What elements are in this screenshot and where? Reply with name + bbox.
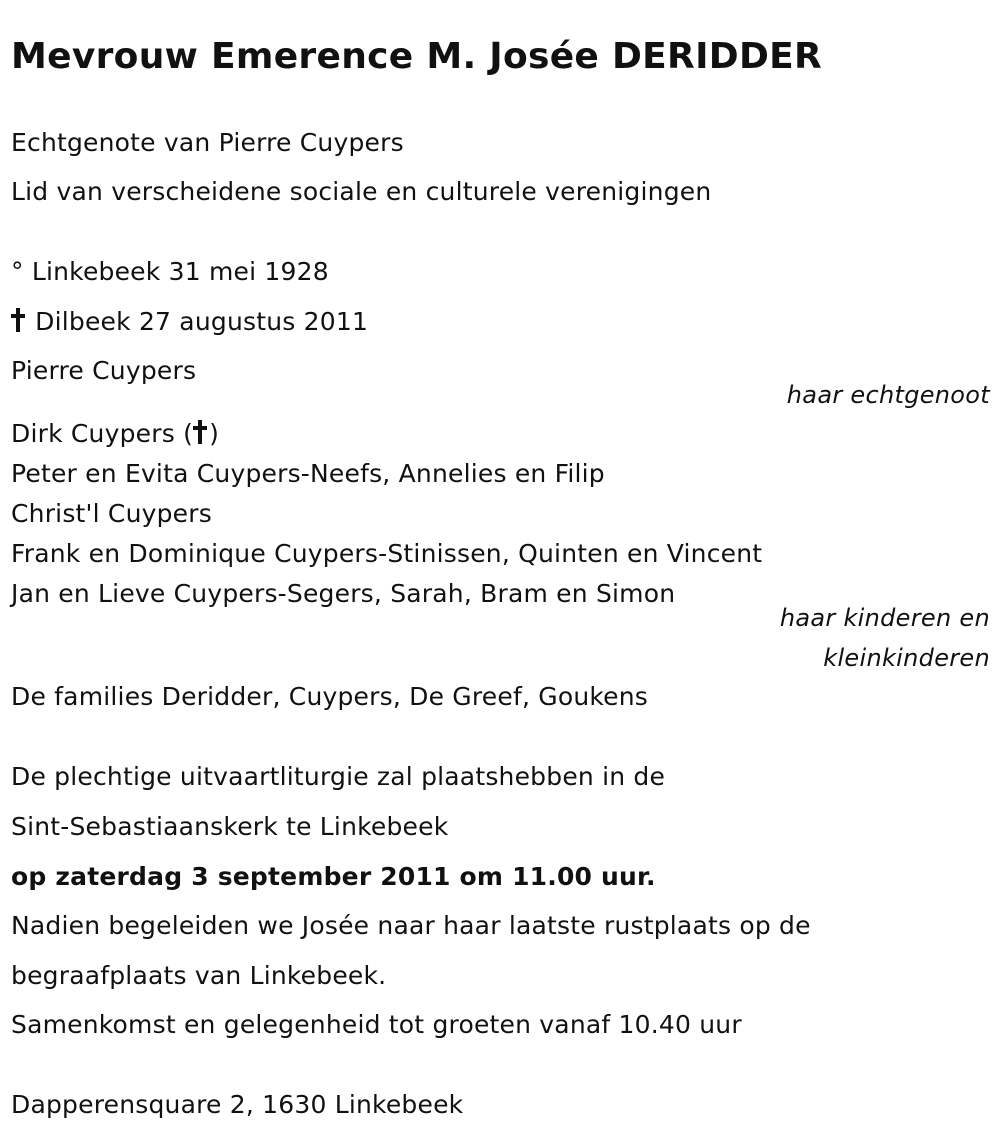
husband-role: haar echtgenoot (786, 381, 990, 409)
death-line (11, 307, 368, 337)
address-line: Dapperensquare 2, 1630 Linkebeek (11, 1090, 464, 1119)
birth-line: ° Linkebeek 31 mei 1928 (11, 257, 329, 286)
funeral-line-2: Sint-Sebastiaanskerk te Linkebeek (11, 812, 449, 841)
child-line-2: Peter en Evita Cuypers-Neefs, Annelies en Filip (11, 459, 605, 488)
child-line-4: Frank en Dominique Cuypers-Stinissen, Quinten en Vincent (11, 539, 763, 568)
funeral-line-6: Samenkomst en gelegenheid tot groeten vanaf 10.40 uur (11, 1010, 742, 1039)
children-role-line-1: haar kinderen en (779, 604, 990, 632)
child-name: Dirk Cuypers ( (11, 419, 194, 448)
funeral-line-1: De plechtige uitvaartliturgie zal plaatshebben in de (11, 762, 666, 791)
families-line: De families Deridder, Cuypers, De Greef, Goukens (11, 682, 649, 711)
funeral-line-5: begraafplaats van Linkebeek. (11, 961, 387, 990)
funeral-line-4: Nadien begeleiden we Josée naar haar laatste rustplaats op de (11, 911, 811, 940)
child-name-close: ) (209, 419, 220, 448)
death-text: Dilbeek 27 augustus 2011 (35, 307, 369, 336)
cross-icon (193, 420, 207, 444)
cross-icon (11, 308, 25, 332)
husband-name: Pierre Cuypers (11, 356, 197, 385)
page-title: Mevrouw Emerence M. Josée DERIDDER (11, 36, 823, 77)
children-role-line-2: kleinkinderen (823, 644, 990, 672)
member-line: Lid van verscheidene sociale en culturele verenigingen (11, 177, 712, 206)
child-line-1 (11, 419, 219, 449)
child-line-5: Jan en Lieve Cuypers-Segers, Sarah, Bram en Simon (11, 579, 676, 608)
funeral-date-line: op zaterdag 3 september 2011 om 11.00 uur. (11, 862, 656, 891)
spouse-line: Echtgenote van Pierre Cuypers (11, 128, 404, 157)
child-line-3: Christ'l Cuypers (11, 499, 212, 528)
